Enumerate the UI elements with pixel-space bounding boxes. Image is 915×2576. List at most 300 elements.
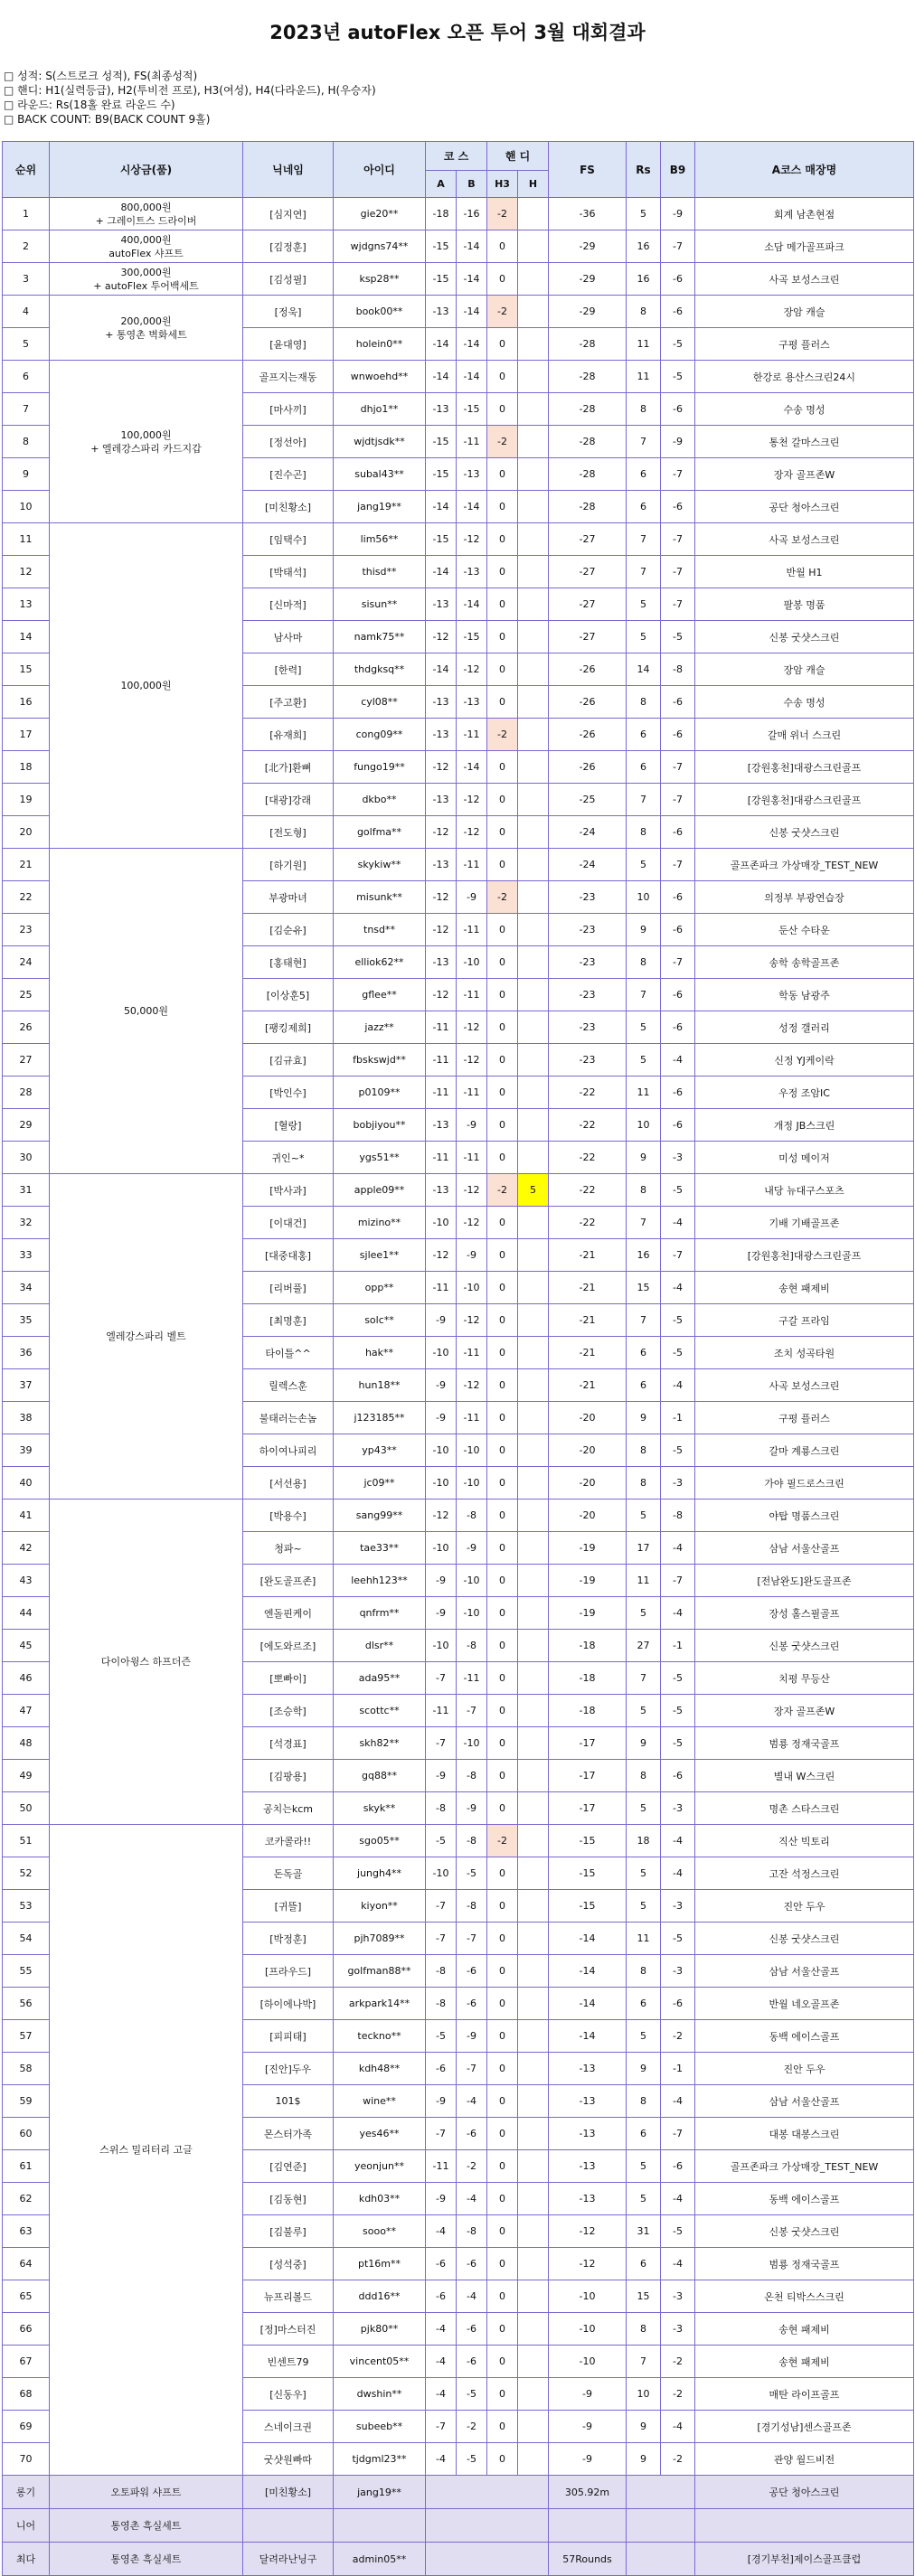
cell-id: pjk80** [334,2313,426,2346]
cell-b: -10 [457,1272,487,1304]
cell-venue: 신봉 굿샷스크린 [695,1923,914,1955]
cell-h3: 0 [487,2313,518,2346]
cell-rank: 9 [3,458,50,491]
cell-rs: 31 [627,2215,661,2248]
cell-id: wjdgns74** [334,230,426,263]
col-b9: B9 [661,142,695,198]
cell-h3: 0 [487,1727,518,1760]
cell-b9: -6 [661,1109,695,1142]
cell-fs: -21 [549,1304,627,1337]
cell-fs: -21 [549,1369,627,1402]
cell-h [518,1500,549,1532]
award-label: 니어 [3,2509,50,2543]
cell-venue: [전남완도]완도골프존 [695,1565,914,1597]
cell-nick: [전도형] [243,816,334,849]
cell-id: ygs51** [334,1142,426,1174]
cell-b9: -5 [661,328,695,361]
cell-h [518,1988,549,2020]
cell-b: -9 [457,881,487,914]
cell-nick: [정선아] [243,426,334,458]
cell-a: -12 [426,621,457,653]
cell-fs: -20 [549,1500,627,1532]
cell-b: -7 [457,2053,487,2085]
cell-rs: 5 [627,1792,661,1825]
cell-id: tnsd** [334,914,426,946]
cell-b: -10 [457,1565,487,1597]
cell-venue: [강원홍천]대광스크린골프 [695,1239,914,1272]
cell-venue: 통천 갈마스크린 [695,426,914,458]
cell-h3: 0 [487,2346,518,2378]
cell-rs: 9 [627,2443,661,2476]
cell-b: -9 [457,1532,487,1565]
cell-b: -11 [457,1076,487,1109]
cell-a: -4 [426,2215,457,2248]
cell-h [518,1467,549,1500]
award-empty [426,2509,549,2543]
cell-b9: -7 [661,946,695,979]
cell-b9: -3 [661,1142,695,1174]
cell-b: -7 [457,1695,487,1727]
cell-fs: -13 [549,2085,627,2118]
cell-a: -11 [426,1695,457,1727]
cell-b: -13 [457,556,487,588]
cell-id: gflee** [334,979,426,1011]
cell-fs: -20 [549,1467,627,1500]
cell-h3: -2 [487,1825,518,1857]
award-nickname: [미친황소] [243,2476,334,2509]
cell-h3: -2 [487,1174,518,1207]
cell-h [518,1630,549,1662]
cell-venue: 수송 명성 [695,393,914,426]
cell-fs: -19 [549,1597,627,1630]
note-score: □ 성적: S(스트로크 성적), FS(최종성적) [4,70,198,82]
cell-venue: 범룡 정재국골프 [695,2248,914,2280]
cell-b: -16 [457,198,487,230]
cell-id: thdgksq** [334,653,426,686]
cell-nick: 굿샷원빠따 [243,2443,334,2476]
cell-a: -13 [426,1109,457,1142]
cell-nick: 몬스터가족 [243,2118,334,2150]
cell-b: -13 [457,458,487,491]
cell-rs: 11 [627,361,661,393]
cell-h3: 0 [487,653,518,686]
cell-fs: -27 [549,556,627,588]
cell-id: ksp28** [334,263,426,296]
cell-rank: 28 [3,1076,50,1109]
table-row [3,198,914,230]
cell-rank: 58 [3,2053,50,2085]
cell-fs: -20 [549,1402,627,1434]
cell-h3: 0 [487,588,518,621]
cell-rank: 10 [3,491,50,523]
cell-h3: -2 [487,719,518,751]
cell-rs: 11 [627,1565,661,1597]
cell-a: -12 [426,751,457,784]
cell-nick: [박태석] [243,556,334,588]
cell-b: -2 [457,2411,487,2443]
cell-a: -8 [426,1792,457,1825]
cell-rank: 33 [3,1239,50,1272]
cell-b: -14 [457,296,487,328]
cell-id: qnfrm** [334,1597,426,1630]
cell-h [518,1109,549,1142]
cell-nick: [박정훈] [243,1923,334,1955]
cell-rs: 9 [627,2053,661,2085]
cell-rank: 57 [3,2020,50,2053]
cell-rs: 9 [627,1142,661,1174]
cell-venue: 진안 두우 [695,1890,914,1923]
cell-h3: 0 [487,491,518,523]
cell-h3: 0 [487,1239,518,1272]
cell-b: -11 [457,1337,487,1369]
cell-h3: -2 [487,426,518,458]
cell-rs: 5 [627,588,661,621]
cell-h3: 0 [487,1207,518,1239]
cell-b9: -2 [661,2378,695,2411]
cell-rank: 25 [3,979,50,1011]
cell-h [518,2378,549,2411]
cell-a: -14 [426,556,457,588]
cell-nick: [홍태현] [243,946,334,979]
cell-nick: [김규효] [243,1044,334,1076]
cell-nick: [김불루] [243,2215,334,2248]
cell-h3: 0 [487,816,518,849]
cell-rs: 9 [627,1402,661,1434]
cell-b: -11 [457,1142,487,1174]
cell-h3: 0 [487,1597,518,1630]
note-rounds: □ 라운드: Rs(18홀 완료 라운드 수) [4,99,175,111]
cell-b9: -6 [661,881,695,914]
cell-rs: 7 [627,523,661,556]
cell-rank: 27 [3,1044,50,1076]
cell-venue: 범룡 정재국골프 [695,1727,914,1760]
cell-b9: -4 [661,1272,695,1304]
cell-id: mizino** [334,1207,426,1239]
cell-b9: -7 [661,2118,695,2150]
cell-venue: 진안 두우 [695,2053,914,2085]
cell-a: -10 [426,1337,457,1369]
cell-b9: -7 [661,523,695,556]
cell-b9: -6 [661,263,695,296]
cell-h [518,1792,549,1825]
cell-h3: 0 [487,361,518,393]
cell-h [518,588,549,621]
cell-fs: -29 [549,296,627,328]
cell-h3: 0 [487,914,518,946]
cell-id: jungh4** [334,1857,426,1890]
cell-rs: 9 [627,1727,661,1760]
cell-b9: -7 [661,849,695,881]
cell-h [518,2346,549,2378]
cell-h [518,946,549,979]
cell-b: -14 [457,361,487,393]
cell-id: ada95** [334,1662,426,1695]
cell-venue: 신봉 굿샷스크린 [695,2215,914,2248]
cell-nick: [김연준] [243,2150,334,2183]
cell-b: -9 [457,1109,487,1142]
cell-h3: 0 [487,946,518,979]
cell-h3: -2 [487,296,518,328]
cell-h [518,2215,549,2248]
cell-venue: 관양 월드비전 [695,2443,914,2476]
cell-h3: 0 [487,1467,518,1500]
cell-prize: 엘레강스파리 벨트 [50,1174,243,1500]
cell-id: yp43** [334,1434,426,1467]
cell-rank: 39 [3,1434,50,1467]
cell-id: wnwoehd** [334,361,426,393]
cell-rank: 3 [3,263,50,296]
cell-rank: 46 [3,1662,50,1695]
cell-rank: 30 [3,1142,50,1174]
cell-a: -11 [426,1011,457,1044]
cell-h [518,849,549,881]
cell-id: tjdgml23** [334,2443,426,2476]
cell-venue: 회계 남촌현점 [695,198,914,230]
cell-a: -6 [426,2248,457,2280]
cell-venue: 신봉 굿샷스크린 [695,1630,914,1662]
cell-h [518,1142,549,1174]
cell-nick: [귀뜰] [243,1890,334,1923]
cell-a: -18 [426,198,457,230]
cell-b9: -9 [661,426,695,458]
cell-b9: -6 [661,1988,695,2020]
cell-b9: -4 [661,2085,695,2118]
cell-a: -11 [426,1272,457,1304]
cell-b: -11 [457,1662,487,1695]
cell-a: -6 [426,2053,457,2085]
cell-prize: 200,000원 + 통영촌 벽화세트 [50,296,243,361]
cell-b9: -2 [661,2346,695,2378]
cell-h3: 0 [487,1565,518,1597]
cell-b: -14 [457,328,487,361]
cell-a: -8 [426,1988,457,2020]
cell-b: -12 [457,1369,487,1402]
cell-nick: [프라우드] [243,1955,334,1988]
cell-fs: -14 [549,2020,627,2053]
cell-h [518,2085,549,2118]
special-award-row [3,2509,914,2543]
cell-h3: 0 [487,1857,518,1890]
cell-b: -6 [457,2248,487,2280]
cell-h [518,686,549,719]
cell-b9: -6 [661,686,695,719]
cell-h3: 0 [487,393,518,426]
note-handicap: □ 핸디: H1(실력등급), H2(투비전 프로), H3(여성), H4(다라운드), H(우승자) [4,84,376,97]
cell-a: -15 [426,263,457,296]
cell-id: elliok62** [334,946,426,979]
cell-nick: [마사끼] [243,393,334,426]
cell-rs: 5 [627,1695,661,1727]
results-body [3,198,914,2576]
cell-a: -13 [426,719,457,751]
cell-rs: 7 [627,1662,661,1695]
cell-b: -14 [457,588,487,621]
cell-rs: 5 [627,1890,661,1923]
cell-h3: 0 [487,1532,518,1565]
cell-rank: 36 [3,1337,50,1369]
cell-h [518,1662,549,1695]
cell-venue: 장암 캐슬 [695,653,914,686]
cell-h [518,361,549,393]
cell-h3: 0 [487,2085,518,2118]
cell-id: solc** [334,1304,426,1337]
cell-h [518,2280,549,2313]
cell-b: -9 [457,2020,487,2053]
cell-venue: 우정 조암IC [695,1076,914,1109]
cell-b: -4 [457,2280,487,2313]
cell-b9: -4 [661,1597,695,1630]
cell-rs: 8 [627,816,661,849]
cell-h [518,1239,549,1272]
cell-a: -11 [426,1076,457,1109]
cell-a: -13 [426,946,457,979]
cell-nick: 골프지는재동 [243,361,334,393]
cell-h3: 0 [487,556,518,588]
cell-b9: -5 [661,361,695,393]
cell-nick: [김정훈] [243,230,334,263]
cell-rank: 18 [3,751,50,784]
cell-nick: [뽀빠이] [243,1662,334,1695]
cell-b: -9 [457,1792,487,1825]
cell-rs: 14 [627,653,661,686]
cell-rs: 7 [627,556,661,588]
cell-rs: 16 [627,1239,661,1272]
cell-h3: 0 [487,2020,518,2053]
cell-rank: 53 [3,1890,50,1923]
cell-rs: 5 [627,2150,661,2183]
col-venue: A코스 매장명 [695,142,914,198]
cell-id: subal43** [334,458,426,491]
award-label: 최다 [3,2543,50,2576]
cell-b9: -4 [661,1532,695,1565]
table-row [3,361,914,393]
col-h: H [518,171,549,198]
cell-a: -13 [426,296,457,328]
cell-id: misunk** [334,881,426,914]
cell-b: -14 [457,751,487,784]
cell-fs: -12 [549,2215,627,2248]
cell-fs: -21 [549,1239,627,1272]
cell-b: -11 [457,426,487,458]
cell-fs: -23 [549,1011,627,1044]
table-row [3,1825,914,1857]
cell-a: -10 [426,1207,457,1239]
cell-rs: 5 [627,849,661,881]
cell-id: gie20** [334,198,426,230]
cell-fs: -27 [549,588,627,621]
cell-a: -13 [426,1174,457,1207]
cell-b9: -6 [661,296,695,328]
col-h3: H3 [487,171,518,198]
cell-fs: -13 [549,2183,627,2215]
cell-id: dlsr** [334,1630,426,1662]
cell-venue: 개정 JB스크린 [695,1109,914,1142]
cell-fs: -29 [549,263,627,296]
table-row [3,523,914,556]
cell-venue: 갈매 위너 스크린 [695,719,914,751]
cell-nick: [대중대홍] [243,1239,334,1272]
cell-b9: -5 [661,1434,695,1467]
cell-rs: 5 [627,1597,661,1630]
cell-rs: 5 [627,2020,661,2053]
cell-fs: -19 [549,1532,627,1565]
cell-b: -12 [457,523,487,556]
cell-nick: [진안]두우 [243,2053,334,2085]
cell-fs: -9 [549,2378,627,2411]
cell-h [518,1304,549,1337]
cell-nick: [피피태] [243,2020,334,2053]
cell-h [518,2183,549,2215]
cell-rank: 14 [3,621,50,653]
cell-fs: -28 [549,393,627,426]
cell-b9: -1 [661,1402,695,1434]
cell-prize: 300,000원 + autoFlex 투어백세트 [50,263,243,296]
cell-b: -8 [457,1760,487,1792]
cell-rank: 65 [3,2280,50,2313]
cell-venue: 구평 플러스 [695,1402,914,1434]
cell-nick: 빈센트79 [243,2346,334,2378]
cell-rs: 6 [627,458,661,491]
cell-b9: -6 [661,393,695,426]
col-handicap: 핸 디 [487,142,549,171]
cell-h [518,556,549,588]
cell-b9: -5 [661,1662,695,1695]
cell-b9: -4 [661,1044,695,1076]
cell-a: -12 [426,816,457,849]
cell-b: -11 [457,1402,487,1434]
cell-fs: -25 [549,784,627,816]
cell-fs: -10 [549,2280,627,2313]
cell-a: -9 [426,1565,457,1597]
cell-b9: -8 [661,653,695,686]
cell-b: -12 [457,1011,487,1044]
cell-id: wjdtjsdk** [334,426,426,458]
cell-id: hun18** [334,1369,426,1402]
cell-a: -9 [426,1304,457,1337]
cell-h3: 0 [487,1630,518,1662]
cell-h3: 0 [487,1304,518,1337]
cell-fs: -24 [549,849,627,881]
cell-rs: 7 [627,1207,661,1239]
cell-h [518,881,549,914]
cell-b9: -2 [661,2443,695,2476]
cell-nick: 불태러는손놈 [243,1402,334,1434]
cell-rank: 19 [3,784,50,816]
cell-id: sjlee1** [334,1239,426,1272]
cell-nick: [김순유] [243,914,334,946]
cell-b: -10 [457,1467,487,1500]
cell-b: -6 [457,1988,487,2020]
cell-nick: [조승학] [243,1695,334,1727]
cell-venue: 신정 YJ케이락 [695,1044,914,1076]
cell-rank: 2 [3,230,50,263]
cell-nick: [성석중] [243,2248,334,2280]
cell-id: yeonjun** [334,2150,426,2183]
cell-rs: 6 [627,751,661,784]
cell-b9: -7 [661,458,695,491]
cell-rank: 8 [3,426,50,458]
cell-h3: 0 [487,2378,518,2411]
cell-fs: -28 [549,328,627,361]
cell-venue: 야탑 명품스크린 [695,1500,914,1532]
cell-rs: 6 [627,2118,661,2150]
cell-fs: -28 [549,458,627,491]
cell-b: -8 [457,1890,487,1923]
cell-nick: [진수곤] [243,458,334,491]
cell-h3: 0 [487,1792,518,1825]
cell-rank: 17 [3,719,50,751]
cell-rank: 50 [3,1792,50,1825]
